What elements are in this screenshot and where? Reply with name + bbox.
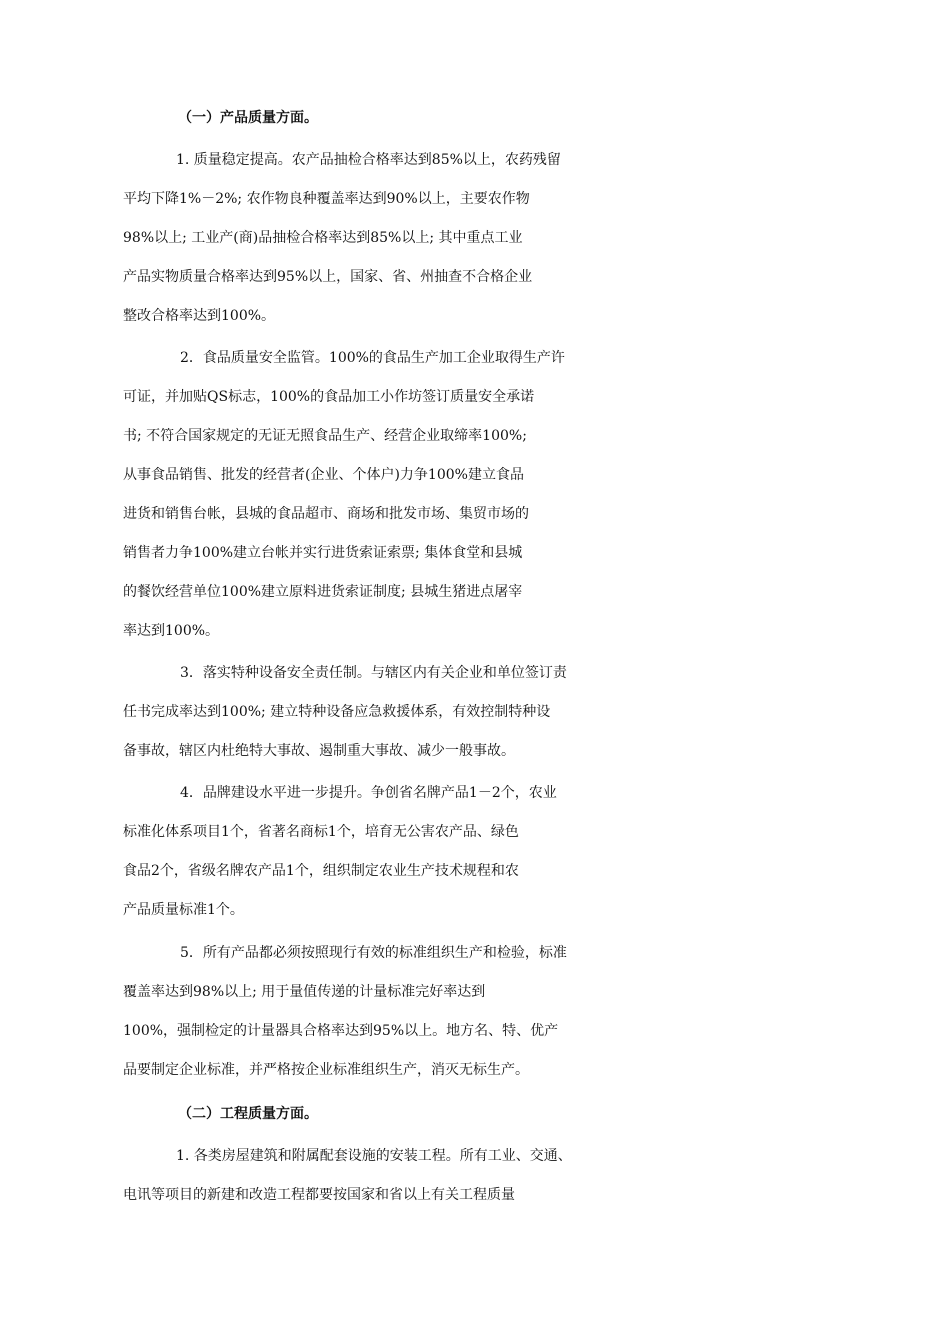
- paragraph-line: 2．食品质量安全监管。100%的食品生产加工企业取得生产许: [180, 350, 565, 366]
- paragraph-line: 100%，强制检定的计量器具合格率达到95%以上。地方名、特、优产: [123, 1023, 559, 1039]
- paragraph-line: 备事故，辖区内杜绝特大事故、遏制重大事故、减少一般事故。: [123, 743, 515, 759]
- paragraph-line: 销售者力争100%建立台帐并实行进货索证索票; 集体食堂和县城: [123, 545, 523, 561]
- paragraph-line: 4．品牌建设水平进一步提升。争创省名牌产品1－2个，农业: [180, 785, 557, 801]
- paragraph-line: 任书完成率达到100%; 建立特种设备应急救援体系，有效控制特种设: [123, 704, 551, 720]
- paragraph-line: 可证，并加贴QS标志，100%的食品加工小作坊签订质量安全承诺: [123, 389, 535, 405]
- paragraph-line: 1. 质量稳定提高。农产品抽检合格率达到85%以上，农药残留: [176, 152, 561, 168]
- section-heading-engineering-quality: （二）工程质量方面。: [178, 1106, 318, 1122]
- paragraph-line: 电讯等项目的新建和改造工程都要按国家和省以上有关工程质量: [123, 1187, 515, 1203]
- paragraph-line: 1. 各类房屋建筑和附属配套设施的安装工程。所有工业、交通、: [176, 1148, 572, 1164]
- paragraph-line: 98%以上; 工业产(商)品抽检合格率达到85%以上; 其中重点工业: [123, 230, 523, 246]
- paragraph-line: 覆盖率达到98%以上; 用于量值传递的计量标准完好率达到: [123, 984, 486, 1000]
- paragraph-line: 产品质量标准1个。: [123, 902, 244, 918]
- paragraph-line: 书; 不符合国家规定的无证无照食品生产、经营企业取缔率100%;: [123, 428, 527, 444]
- paragraph-line: 3．落实特种设备安全责任制。与辖区内有关企业和单位签订责: [180, 665, 567, 681]
- paragraph-line: 品要制定企业标准，并严格按企业标准组织生产，消灭无标生产。: [123, 1062, 529, 1078]
- paragraph-line: 产品实物质量合格率达到95%以上，国家、省、州抽查不合格企业: [123, 269, 533, 285]
- paragraph-line: 率达到100%。: [123, 623, 220, 639]
- paragraph-line: 平均下降1%－2%; 农作物良种覆盖率达到90%以上，主要农作物: [123, 191, 530, 207]
- paragraph-line: 食品2个，省级名牌农产品1个，组织制定农业生产技术规程和农: [123, 863, 519, 879]
- paragraph-line: 的餐饮经营单位100%建立原料进货索证制度; 县城生猪进点屠宰: [123, 584, 523, 600]
- paragraph-line: 整改合格率达到100%。: [123, 308, 276, 324]
- paragraph-line: 进货和销售台帐，县城的食品超市、商场和批发市场、集贸市场的: [123, 506, 529, 522]
- paragraph-line: 标准化体系项目1个，省著名商标1个，培育无公害农产品、绿色: [123, 824, 519, 840]
- section-heading-product-quality: （一）产品质量方面。: [178, 110, 318, 126]
- paragraph-line: 5．所有产品都必须按照现行有效的标准组织生产和检验，标准: [180, 945, 567, 961]
- paragraph-line: 从事食品销售、批发的经营者(企业、个体户)力争100%建立食品: [123, 467, 524, 483]
